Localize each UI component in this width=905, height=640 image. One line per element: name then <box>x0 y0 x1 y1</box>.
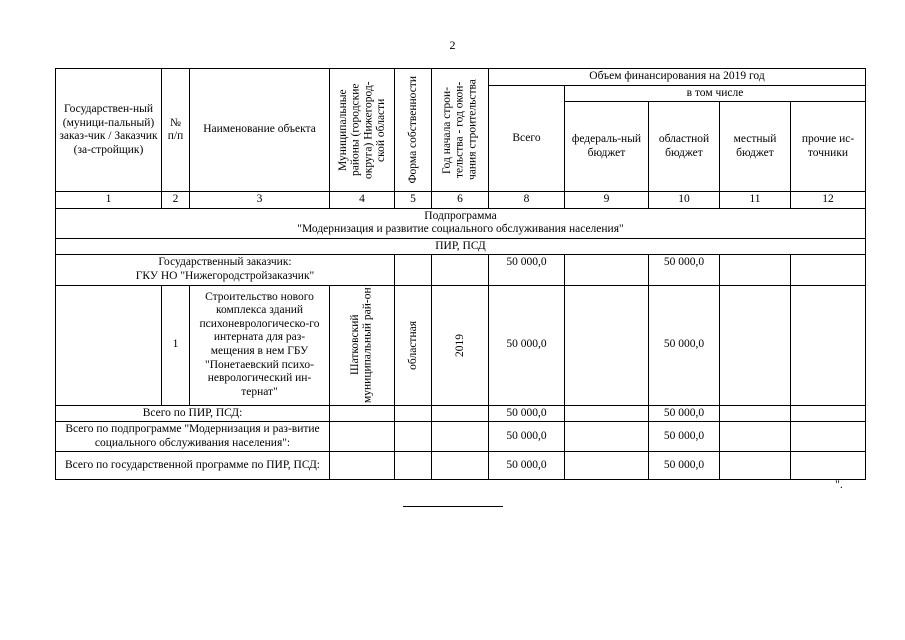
object-name: Строительство нового комплекса зданий психоневрологическо-го интерната для раз-мещения в нем ГБУ "Понетаевский психо-неврологический ин-тернат" <box>190 285 330 405</box>
empty-cell <box>330 422 395 452</box>
empty-cell <box>395 422 432 452</box>
empty-cell <box>565 255 649 285</box>
state-customer-line1: Государственный заказчик: <box>158 256 292 269</box>
subprogram-line1: Подпрограмма <box>424 209 497 222</box>
header-local: местный бюджет <box>720 102 791 192</box>
total-regional: 50 000,0 <box>649 452 720 480</box>
empty-cell <box>720 255 791 285</box>
empty-cell <box>565 422 649 452</box>
state-customer-total: 50 000,0 <box>489 255 565 285</box>
col-number: 4 <box>330 192 395 209</box>
empty-cell <box>720 405 791 422</box>
empty-cell <box>432 452 489 480</box>
header-regional: областной бюджет <box>649 102 720 192</box>
col-number: 11 <box>720 192 791 209</box>
col-number: 10 <box>649 192 720 209</box>
empty-cell <box>565 285 649 405</box>
header-object-name: Наименование объекта <box>190 69 330 192</box>
object-year-text: 2019 <box>453 333 466 357</box>
financing-table <box>55 68 866 480</box>
col-number: 5 <box>395 192 432 209</box>
header-customer: Государствен-ный (муници-пальный) заказ-чик / Заказчик (за-стройщик) <box>56 69 162 192</box>
column-numbers-row <box>56 192 866 209</box>
empty-cell <box>791 422 866 452</box>
subprogram-line2: "Модернизация и развитие социального обслуживания населения" <box>297 223 624 236</box>
object-regional: 50 000,0 <box>649 285 720 405</box>
empty-cell <box>395 405 432 422</box>
empty-cell <box>432 422 489 452</box>
col-number: 9 <box>565 192 649 209</box>
object-total: 50 000,0 <box>489 285 565 405</box>
total-value: 50 000,0 <box>489 405 565 422</box>
page-number: 2 <box>449 38 456 52</box>
col-number: 12 <box>791 192 866 209</box>
total-row <box>56 405 866 422</box>
header-other: прочие ис-точники <box>791 102 866 192</box>
col-number: 8 <box>489 192 565 209</box>
object-year <box>432 285 489 405</box>
header-ownership-text: Форма собственности <box>406 76 419 184</box>
state-customer-label <box>56 255 395 285</box>
empty-cell <box>791 452 866 480</box>
total-row <box>56 452 866 480</box>
header-total: Всего <box>489 85 565 192</box>
empty-cell <box>432 405 489 422</box>
total-regional: 50 000,0 <box>649 422 720 452</box>
empty-cell <box>791 405 866 422</box>
empty-cell <box>720 285 791 405</box>
total-label: Всего по ПИР, ПСД: <box>56 405 330 422</box>
header-municipal-text: Муниципальные районы (городские округа) Нижегород-ской области <box>336 81 387 179</box>
subprogram-title <box>56 208 866 238</box>
empty-cell <box>56 285 162 405</box>
empty-cell <box>565 405 649 422</box>
section-label: ПИР, ПСД <box>56 238 866 255</box>
empty-cell <box>791 285 866 405</box>
header-including: в том числе <box>565 85 866 102</box>
total-row <box>56 422 866 452</box>
total-regional: 50 000,0 <box>649 405 720 422</box>
state-customer-regional: 50 000,0 <box>649 255 720 285</box>
total-value: 50 000,0 <box>489 452 565 480</box>
header-years-text: Год начала строи-тельства - год окон-чания строительства <box>441 79 479 181</box>
col-number: 6 <box>432 192 489 209</box>
header-num: № п/п <box>162 69 190 192</box>
col-number: 2 <box>162 192 190 209</box>
empty-cell <box>565 452 649 480</box>
total-label: Всего по подпрограмме "Модернизация и раз-витие социального обслуживания населения": <box>56 422 330 452</box>
header-ownership <box>395 69 432 192</box>
col-number: 1 <box>56 192 162 209</box>
object-municipal-text: Шатковский муниципальный рай-он <box>349 287 374 403</box>
state-customer-line2: ГКУ НО "Нижегородстройзаказчик" <box>135 269 315 282</box>
object-municipal <box>330 285 395 405</box>
empty-cell <box>330 405 395 422</box>
end-divider-line <box>403 506 503 507</box>
total-value: 50 000,0 <box>489 422 565 452</box>
header-years <box>432 69 489 192</box>
empty-cell <box>395 255 432 285</box>
header-municipal <box>330 69 395 192</box>
empty-cell <box>432 255 489 285</box>
empty-cell <box>720 422 791 452</box>
col-number: 3 <box>190 192 330 209</box>
closing-quote: ". <box>835 477 843 491</box>
object-row <box>56 285 866 405</box>
object-ownership-text: областная <box>406 320 419 370</box>
header-financing: Объем финансирования на 2019 год <box>489 69 866 86</box>
state-customer-row <box>56 255 866 285</box>
object-num: 1 <box>162 285 190 405</box>
empty-cell <box>395 452 432 480</box>
empty-cell <box>330 452 395 480</box>
header-federal: федераль-ный бюджет <box>565 102 649 192</box>
empty-cell <box>720 452 791 480</box>
object-ownership <box>395 285 432 405</box>
total-label: Всего по государственной программе по ПИР, ПСД: <box>56 452 330 480</box>
empty-cell <box>791 255 866 285</box>
